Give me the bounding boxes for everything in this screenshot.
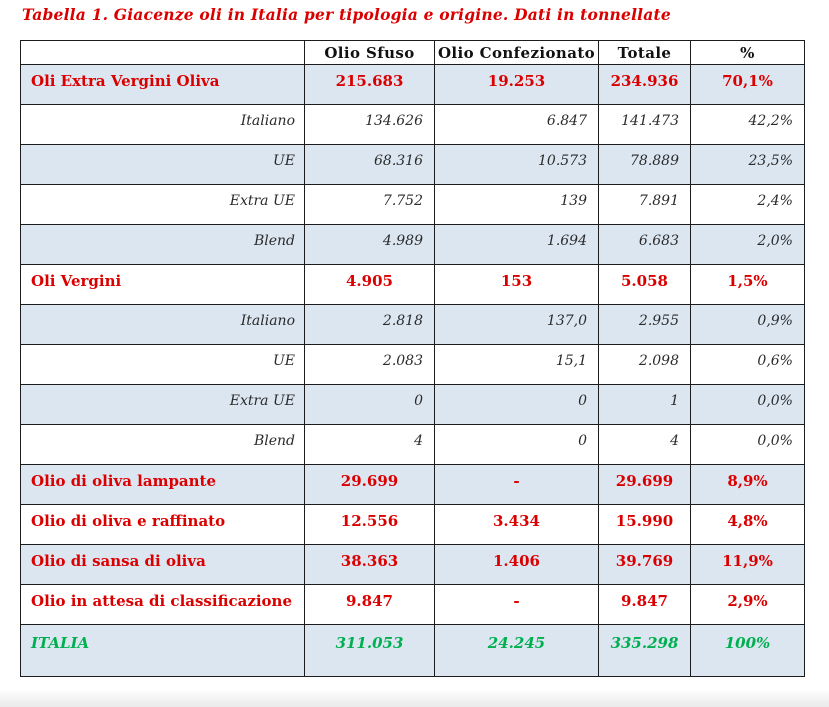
row-label: Olio di oliva lampante [21, 465, 305, 505]
row-label: Olio di oliva e raffinato [21, 505, 305, 545]
table-row-evo-italiano [21, 105, 805, 145]
cell-olio-sfuso: 4.989 [305, 225, 435, 265]
row-label: Oli Vergini [21, 265, 305, 305]
row-label: Extra UE [21, 185, 305, 225]
cell-totale: 15.990 [599, 505, 691, 545]
cell-percent: 70,1% [691, 65, 805, 105]
cell-percent: 8,9% [691, 465, 805, 505]
cell-olio-sfuso: 9.847 [305, 585, 435, 625]
cell-percent: 0,0% [691, 385, 805, 425]
header-totale: Totale [599, 41, 691, 65]
cell-totale: 335.298 [599, 625, 691, 677]
row-label: UE [21, 345, 305, 385]
row-label: Italiano [21, 105, 305, 145]
cell-olio-sfuso: 7.752 [305, 185, 435, 225]
cell-percent: 0,6% [691, 345, 805, 385]
row-label: Blend [21, 225, 305, 265]
row-label: Extra UE [21, 385, 305, 425]
cell-olio-confezionato: 6.847 [435, 105, 599, 145]
row-label: UE [21, 145, 305, 185]
table-row-vergini-blend [21, 425, 805, 465]
cell-olio-confezionato: 0 [435, 385, 599, 425]
cell-olio-sfuso: 38.363 [305, 545, 435, 585]
cell-olio-confezionato: 15,1 [435, 345, 599, 385]
row-label: Oli Extra Vergini Oliva [21, 65, 305, 105]
cell-percent: 0,0% [691, 425, 805, 465]
table-row-vergini-ue [21, 345, 805, 385]
cell-percent: 23,5% [691, 145, 805, 185]
table-row-raffinato [21, 505, 805, 545]
cell-olio-sfuso: 12.556 [305, 505, 435, 545]
cell-totale: 7.891 [599, 185, 691, 225]
cell-percent: 100% [691, 625, 805, 677]
cell-olio-confezionato: - [435, 465, 599, 505]
cell-olio-sfuso: 2.083 [305, 345, 435, 385]
cell-totale: 6.683 [599, 225, 691, 265]
row-label: Olio di sansa di oliva [21, 545, 305, 585]
cell-percent: 2,0% [691, 225, 805, 265]
cell-olio-sfuso: 68.316 [305, 145, 435, 185]
giacenze-table [20, 40, 805, 677]
row-label: Italiano [21, 305, 305, 345]
cell-totale: 5.058 [599, 265, 691, 305]
cell-totale: 2.098 [599, 345, 691, 385]
cell-olio-confezionato: 0 [435, 425, 599, 465]
table-row-evo-extra-ue [21, 185, 805, 225]
cell-totale: 78.889 [599, 145, 691, 185]
cell-totale: 9.847 [599, 585, 691, 625]
cell-olio-confezionato: 1.694 [435, 225, 599, 265]
row-label: Blend [21, 425, 305, 465]
cell-olio-confezionato: 139 [435, 185, 599, 225]
cell-totale: 141.473 [599, 105, 691, 145]
page-bottom-edge [0, 691, 829, 707]
row-label: ITALIA [21, 625, 305, 677]
header-percent: % [691, 41, 805, 65]
table-row-vergini-extra-ue [21, 385, 805, 425]
cell-olio-confezionato: 137,0 [435, 305, 599, 345]
cell-olio-confezionato: - [435, 585, 599, 625]
cell-olio-sfuso: 4 [305, 425, 435, 465]
cell-olio-sfuso: 0 [305, 385, 435, 425]
cell-totale: 1 [599, 385, 691, 425]
header-olio-confezionato: Olio Confezionato [435, 41, 599, 65]
cell-olio-confezionato: 24.245 [435, 625, 599, 677]
cell-olio-confezionato: 10.573 [435, 145, 599, 185]
cell-olio-confezionato: 19.253 [435, 65, 599, 105]
table-header-row [21, 41, 805, 65]
cell-totale: 29.699 [599, 465, 691, 505]
table-row-evo-blend [21, 225, 805, 265]
cell-olio-sfuso: 4.905 [305, 265, 435, 305]
cell-percent: 42,2% [691, 105, 805, 145]
cell-olio-sfuso: 2.818 [305, 305, 435, 345]
table-row-oli-extra-vergini [21, 65, 805, 105]
header-olio-sfuso: Olio Sfuso [305, 41, 435, 65]
cell-olio-sfuso: 215.683 [305, 65, 435, 105]
table-title: Tabella 1. Giacenze oli in Italia per tipologia e origine. Dati in tonnellate [22, 5, 671, 24]
cell-olio-sfuso: 134.626 [305, 105, 435, 145]
table-row-italia-total [21, 625, 805, 677]
cell-olio-confezionato: 1.406 [435, 545, 599, 585]
cell-totale: 234.936 [599, 65, 691, 105]
cell-totale: 39.769 [599, 545, 691, 585]
cell-percent: 2,4% [691, 185, 805, 225]
row-label: Olio in attesa di classificazione [21, 585, 305, 625]
cell-percent: 11,9% [691, 545, 805, 585]
table-row-oli-vergini [21, 265, 805, 305]
cell-olio-sfuso: 311.053 [305, 625, 435, 677]
cell-percent: 1,5% [691, 265, 805, 305]
table-row-vergini-italiano [21, 305, 805, 345]
cell-olio-confezionato: 153 [435, 265, 599, 305]
cell-percent: 2,9% [691, 585, 805, 625]
table-row-evo-ue [21, 145, 805, 185]
cell-percent: 4,8% [691, 505, 805, 545]
table-row-attesa-classificazione [21, 585, 805, 625]
cell-olio-sfuso: 29.699 [305, 465, 435, 505]
cell-olio-confezionato: 3.434 [435, 505, 599, 545]
cell-percent: 0,9% [691, 305, 805, 345]
cell-totale: 4 [599, 425, 691, 465]
table-row-sansa [21, 545, 805, 585]
cell-totale: 2.955 [599, 305, 691, 345]
header-empty [21, 41, 305, 65]
table-row-lampante [21, 465, 805, 505]
